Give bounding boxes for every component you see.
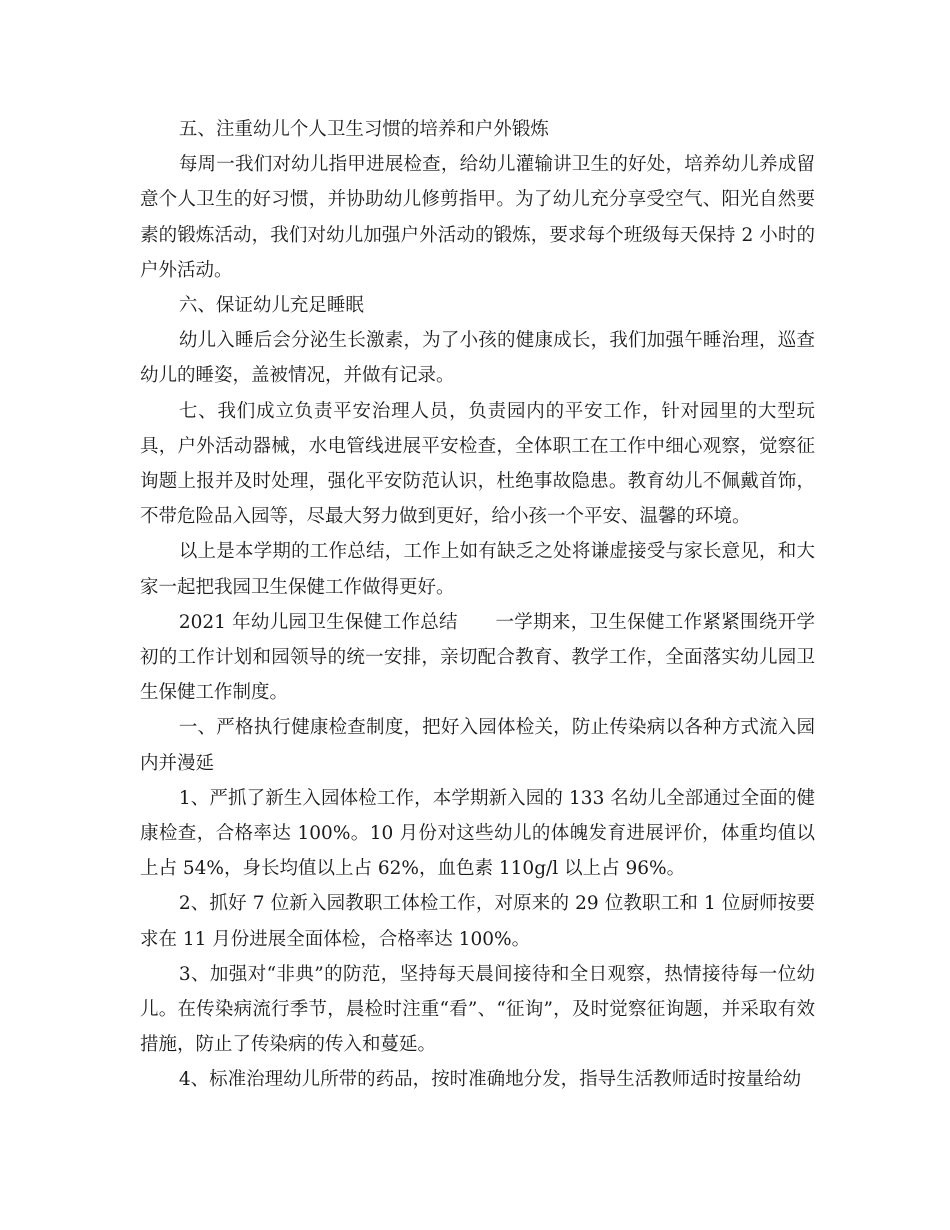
paragraph-2021-summary-intro: 2021 年幼儿园卫生保健工作总结 一学期来，卫生保健工作紧紧围绕开学初的工作计划和园领导的统一安排，亲切配合教育、教学工作，全面落实幼儿园卫生保健工作制度。 bbox=[140, 611, 815, 704]
document-body bbox=[140, 112, 815, 1098]
section-heading-health-check: 一、严格执行健康检查制度，把好入园体检关，防止传染病以各种方式流入园内并漫延 bbox=[140, 717, 815, 774]
paragraph-safety-management: 七、我们成立负责平安治理人员，负责园内的平安工作，针对园里的大型玩具，户外活动器械，水电管线进展平安检查，全体职工在工作中细心观察，觉察征询题上报并及时处理，强化平安防范认识，杜绝事故隐患。教育幼儿不佩戴首饰，不带危险品入园等，尽最大努力做到更好，给小孩一个平安、温馨的环境。 bbox=[140, 400, 815, 528]
section-heading-sleep: 六、保证幼儿充足睡眠 bbox=[178, 295, 364, 317]
paragraph-nap-management: 幼儿入睡后会分泌生长激素，为了小孩的健康成长，我们加强午睡治理，巡查幼儿的睡姿，盖被情况，并做有记录。 bbox=[140, 330, 815, 387]
paragraph-staff-checkup: 2、抓好 7 位新入园教职工体检工作，对原来的 29 位教职工和 1 位厨师按要求在 11 月份进展全面体检，合格率达 100%。 bbox=[140, 893, 815, 950]
paragraph-new-student-checkup: 1、严抓了新生入园体检工作，本学期新入园的 133 名幼儿全部通过全面的健康检查，合格率达 100%。10 月份对这些幼儿的体魄发育进展评价，体重均值以上占 54%，身长均值以上占 62%，血色素 110g/l 以上占 96%。 bbox=[140, 787, 815, 880]
paragraph-sars-prevention: 3、加强对“非典”的防范，坚持每天晨间接待和全日观察，热情接待每一位幼儿。在传染病流行季节，晨检时注重“看”、“征询”，及时觉察征询题，并采取有效措施，防止了传染病的传入和蔓延。 bbox=[140, 963, 815, 1056]
section-heading-hygiene-habits: 五、注重幼儿个人卫生习惯的培养和户外锻炼 bbox=[178, 119, 549, 140]
paragraph-semester-conclusion: 以上是本学期的工作总结，工作上如有缺乏之处将谦虚接受与家长意见，和大家一起把我园卫生保健工作做得更好。 bbox=[140, 541, 815, 598]
paragraph-medicine-management: 4、标准治理幼儿所带的药品，按时准确地分发，指导生活教师适时按量给幼 bbox=[178, 1069, 802, 1091]
paragraph-nail-check: 每周一我们对幼儿指甲进展检查，给幼儿灌输讲卫生的好处，培养幼儿养成留意个人卫生的好习惯，并协助幼儿修剪指甲。为了幼儿充分享受空气、阳光自然要素的锻炼活动，我们对幼儿加强户外活动的锻炼，要求每个班级每天保持 2 小时的户外活动。 bbox=[140, 154, 815, 281]
